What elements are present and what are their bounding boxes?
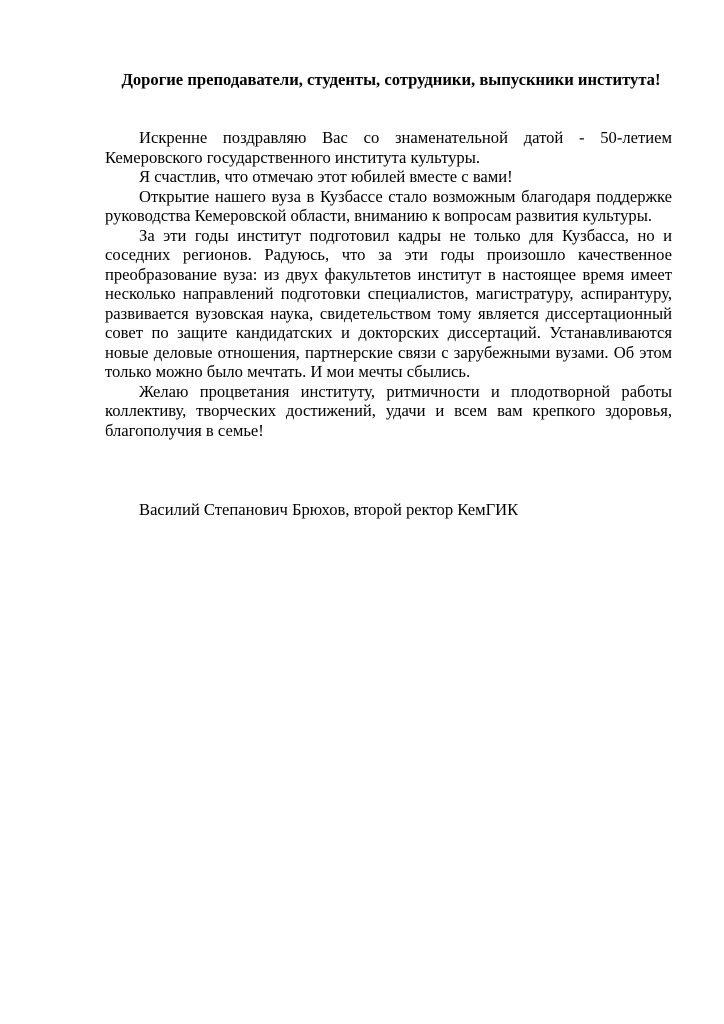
letter-signature: Василий Степанович Брюхов, второй ректор КемГИК [139, 500, 519, 519]
letter-body [105, 128, 672, 440]
paragraph-happy: Я счастлив, что отмечаю этот юбилей вместе с вами! [139, 167, 513, 186]
paragraph-opening: Открытие нашего вуза в Кузбассе стало возможным благодаря поддержке руководства Кемеровской области, вниманию к вопросам развития культуры. [105, 186, 672, 225]
letter-title: Дорогие преподаватели, студенты, сотрудники, выпускники института! [121, 70, 661, 89]
paragraph-wishes: Желаю процветания институту, ритмичности и плодотворной работы коллективу, творческих достижений, удачи и всем вам крепкого здоровья, благополучия в семье! [105, 381, 672, 440]
paragraph-congratulation: Искренне поздравляю Вас со знаменательной датой - 50-летием Кемеровского государственного института культуры. [105, 128, 672, 167]
paragraph-achievements: За эти годы институт подготовил кадры не только для Кузбасса, но и соседних регионов. Радуюсь, что за эти годы произошло качественное преобразование вуза: из двух факультетов институт в настоящее время имеет несколько направлений подготовки специалистов, магистратуру, аспирантуру, развивается вузовская наука, свидетельством тому является диссертационный совет по защите кандидатских и докторских диссертаций. Устанавливаются новые деловые отношения, партнерские связи с зарубежными вузами. Об этом только можно было мечтать. И мои мечты сбылись. [105, 225, 672, 381]
